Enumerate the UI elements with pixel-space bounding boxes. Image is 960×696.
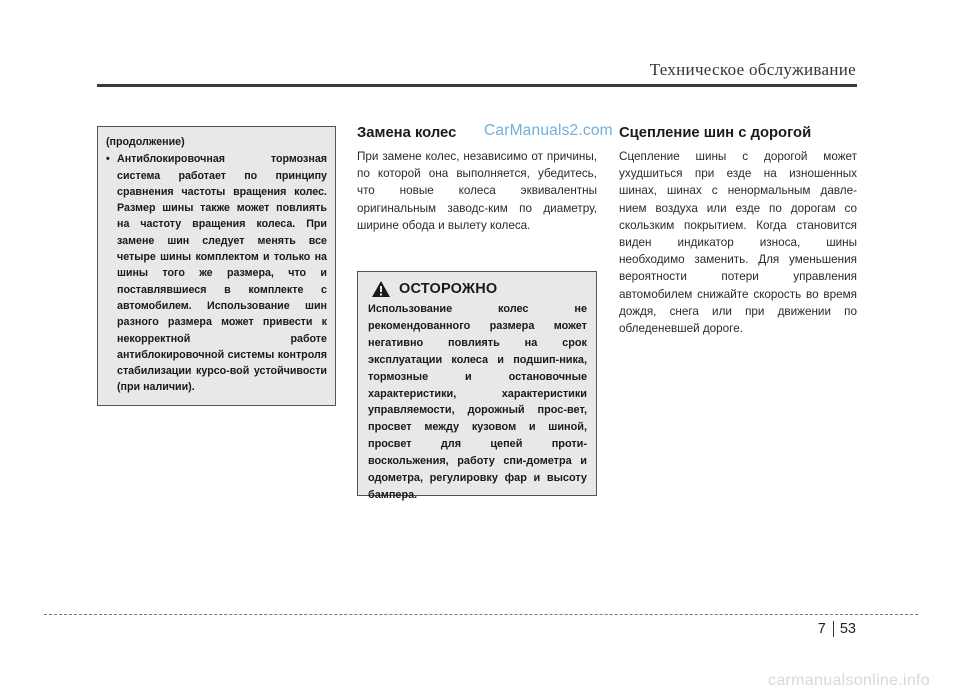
- wheel-replacement-text: При замене колес, независимо от причины, по которой она выполняется, убедитесь, что новые колеса эквивалентны оригинальным заводс-ким по диаметру, ширине обода и вылету колеса.: [357, 150, 597, 232]
- site-footer-link[interactable]: carmanualsonline.info: [768, 672, 930, 689]
- warning-text: Использование колес не рекомендованного размера может негативно повлиять на срок эксплуатации колеса и подшип-ника, тормозные и остановочные характеристики, характеристики управляемости, дорожный прос-вет, просвет между кузовом и шиной, просвет для цепей проти-воскольжения, работу спи-дометра и одометра, регулировку фар и высоту бампера.: [368, 303, 587, 501]
- warning-triangle-icon: [371, 280, 391, 298]
- traction-text: Сцепление шины с дорогой может ухудшиться при езде на изношенных шинах, шинах с ненормальным давле-нием воздуха или езде по дорогам со скользким покрытием. Когда становится виден индикатор износа, шины необходимо заменить. Для уменьшения вероятности потери управления автомобилем снижайте скорость во время дождя, снега или при движении по обледеневшей дороге.: [619, 150, 857, 336]
- bullet-item: [106, 151, 327, 395]
- watermark-link[interactable]: CarManuals2.com: [484, 122, 613, 139]
- section-title: Техническое обслуживание: [649, 60, 856, 79]
- footer-rule: [44, 614, 918, 615]
- warning-header: [368, 280, 587, 298]
- traction-heading: Сцепление шин с дорогой: [619, 125, 812, 141]
- page-number-value: 53: [839, 621, 856, 637]
- continued-note-box: [97, 126, 336, 406]
- continued-label: (продолжение): [106, 136, 185, 148]
- chapter-number: 7: [817, 621, 826, 637]
- bullet-dot: •: [106, 153, 110, 166]
- header-rule: [97, 84, 857, 87]
- bullet-text: Антиблокировочная тормозная система работает по принципу сравнения частоты вращения колес. Размер шины также может повлиять на частоту вращения колеса. При замене шин следует менять все четыре шины комплектом и только на шины того же размера, что и поставлявшиеся в комплекте с автомобилем. Использование шин разного размера может привести к некорректной работе антиблокировочной системы контроля стабилизации курсо-вой устойчивости (при наличии).: [117, 153, 327, 394]
- warning-box: [357, 271, 597, 501]
- page-number: [818, 621, 856, 637]
- wheel-replacement-heading: Замена колес: [357, 125, 457, 141]
- warning-title: ОСТОРОЖНО: [399, 281, 498, 297]
